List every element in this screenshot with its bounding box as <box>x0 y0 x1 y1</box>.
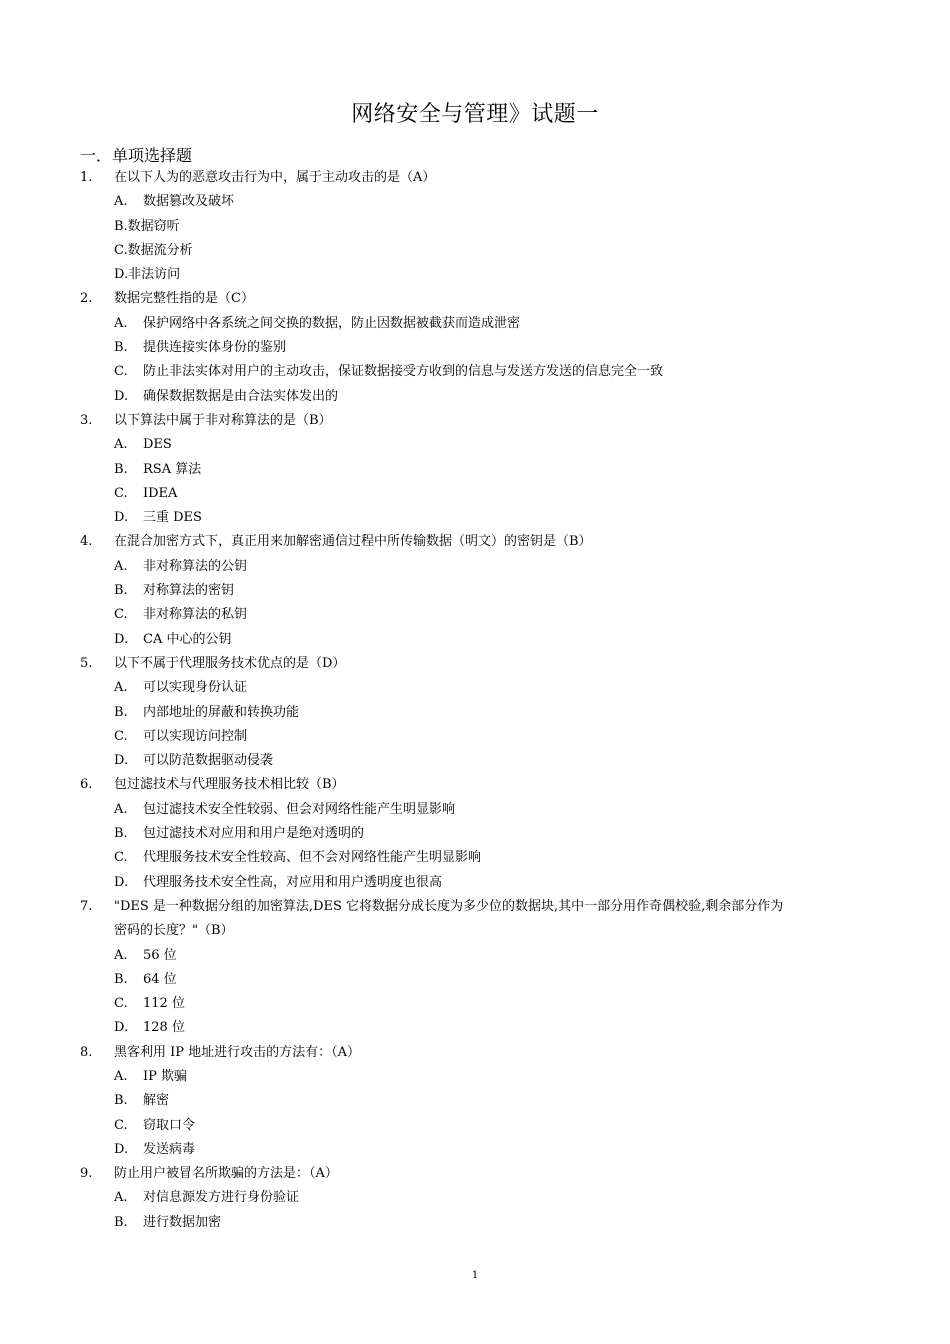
option-text: IDEA <box>143 485 178 501</box>
option-text: 内部地址的屏蔽和转换功能 <box>143 704 300 720</box>
answer-option <box>80 360 840 384</box>
question-number: 5. <box>80 655 93 671</box>
question-item <box>80 1162 840 1186</box>
option-text: 进行数据加密 <box>143 1214 222 1230</box>
option-letter: D. <box>114 388 129 404</box>
answer-option: C.数据流分析 <box>114 242 193 258</box>
option-text: 数据篡改及破坏 <box>143 194 235 210</box>
answer-option <box>80 1138 840 1162</box>
question-item <box>80 652 840 676</box>
option-letter: B. <box>114 340 128 356</box>
answer-option <box>80 822 840 846</box>
option-letter: B. <box>114 971 128 987</box>
option-text: 窃取口令 <box>143 1117 196 1133</box>
option-letter: C. <box>114 850 128 866</box>
answer-option <box>80 555 840 579</box>
question-item <box>80 166 840 190</box>
option-letter: A. <box>114 801 128 817</box>
question-number: 1. <box>80 170 93 185</box>
option-text: 三重 DES <box>143 510 202 526</box>
question-number: 4. <box>80 534 93 550</box>
answer-option <box>80 749 840 773</box>
question-number: 3. <box>80 412 93 428</box>
answer-option <box>80 385 840 409</box>
question-number: 9. <box>80 1166 93 1182</box>
question-number: 2. <box>80 291 93 307</box>
option-text: 发送病毒 <box>143 1141 196 1157</box>
page-number: 1 <box>471 1270 479 1281</box>
question-text: 防止用户被冒名所欺骗的方法是：（A） <box>114 1166 338 1182</box>
option-text: 解密 <box>143 1093 170 1109</box>
option-text: 提供连接实体身份的鉴别 <box>143 340 287 356</box>
option-letter: A. <box>114 1068 128 1084</box>
question-item <box>80 530 840 554</box>
option-text: 128 位 <box>143 1020 185 1036</box>
option-letter: A. <box>114 1190 128 1206</box>
answer-option <box>80 1186 840 1210</box>
option-text: 可以实现身份认证 <box>143 680 248 696</box>
option-letter: C. <box>114 1117 128 1133</box>
question-item <box>80 1041 840 1065</box>
option-letter: B. <box>114 461 128 477</box>
option-text: 对称算法的密钥 <box>143 583 235 599</box>
option-text: 56 位 <box>143 947 177 963</box>
option-letter: B. <box>114 704 128 720</box>
question-text: 以下算法中属于非对称算法的是（B） <box>114 412 332 428</box>
question-text-continuation: 密码的长度？"（B） <box>114 923 234 939</box>
option-text: 非对称算法的公钥 <box>143 558 248 574</box>
option-letter: A. <box>114 558 128 574</box>
option-letter: A. <box>114 437 128 453</box>
answer-option <box>80 603 840 627</box>
option-letter: D. <box>114 510 129 526</box>
answer-option <box>80 1065 840 1089</box>
option-letter: D. <box>114 753 129 769</box>
option-letter: A. <box>114 947 128 963</box>
answer-option <box>80 871 840 895</box>
option-text: 确保数据数据是由合法实体发出的 <box>143 388 339 404</box>
question-text: 在以下人为的恶意攻击行为中，属于主动攻击的是（A） <box>114 170 436 185</box>
answer-option <box>80 336 840 360</box>
option-text: 112 位 <box>143 996 185 1012</box>
question-text: "DES 是一种数据分组的加密算法,DES 它将数据分成长度为多少位的数据块,其中一部分用作奇偶校验,剩余部分作为 <box>114 898 784 914</box>
answer-option <box>80 628 840 652</box>
question-text: 包过滤技术与代理服务技术相比较（B） <box>114 777 345 793</box>
answer-option <box>80 1089 840 1113</box>
answer-option <box>80 1211 840 1235</box>
section-heading: 一．单项选择题 <box>80 146 193 165</box>
option-text: 包过滤技术对应用和用户是绝对透明的 <box>143 826 365 842</box>
option-letter: C. <box>114 728 128 744</box>
question-item <box>80 773 840 797</box>
question-text: 数据完整性指的是（C） <box>114 291 254 307</box>
answer-option <box>80 798 840 822</box>
answer-option <box>80 506 840 530</box>
question-text: 以下不属于代理服务技术优点的是（D） <box>114 655 346 671</box>
answer-option <box>80 312 840 336</box>
option-text: 代理服务技术安全性高，对应用和用户透明度也很高 <box>143 874 443 890</box>
answer-option <box>80 579 840 603</box>
option-text: 代理服务技术安全性较高、但不会对网络性能产生明显影响 <box>143 850 482 866</box>
option-text: 可以实现访问控制 <box>143 728 248 744</box>
answer-option <box>80 676 840 700</box>
option-text: IP 欺骗 <box>143 1068 188 1084</box>
option-text: 防止非法实体对用户的主动攻击，保证数据接受方收到的信息与发送方发送的信息完全一致 <box>143 364 664 380</box>
option-text: 包过滤技术安全性较弱、但会对网络性能产生明显影响 <box>143 801 456 817</box>
answer-option <box>80 1114 840 1138</box>
document-title: 网络安全与管理》试题一 <box>351 102 599 127</box>
option-letter: B. <box>114 583 128 599</box>
option-letter: D. <box>114 1020 129 1036</box>
question-number: 6. <box>80 777 93 793</box>
option-letter: D. <box>114 874 129 890</box>
option-letter: A. <box>114 680 128 696</box>
option-letter: B. <box>114 1093 128 1109</box>
option-letter: A. <box>114 315 128 331</box>
question-number: 7. <box>80 898 93 914</box>
question-item <box>80 409 840 433</box>
question-list <box>80 166 840 1235</box>
answer-option <box>80 846 840 870</box>
answer-option <box>80 190 840 214</box>
question-item <box>80 287 840 311</box>
option-text: 可以防范数据驱动侵袭 <box>143 753 274 769</box>
option-text: 对信息源发方进行身份验证 <box>143 1190 300 1206</box>
option-text: CA 中心的公钥 <box>143 631 232 647</box>
answer-option <box>80 1016 840 1040</box>
answer-option <box>80 458 840 482</box>
option-letter: B. <box>114 826 128 842</box>
option-text: DES <box>143 437 172 453</box>
option-text: 64 位 <box>143 971 177 987</box>
option-letter: A. <box>114 194 128 210</box>
option-text: RSA 算法 <box>143 461 202 477</box>
question-number: 8. <box>80 1044 93 1060</box>
option-letter: B. <box>114 1214 128 1230</box>
option-letter: C. <box>114 607 128 623</box>
question-text: 黑客利用 IP 地址进行攻击的方法有：（A） <box>114 1044 361 1060</box>
option-letter: C. <box>114 485 128 501</box>
answer-option <box>80 992 840 1016</box>
option-letter: D. <box>114 631 129 647</box>
option-letter: C. <box>114 996 128 1012</box>
answer-option <box>80 482 840 506</box>
option-text: 非对称算法的私钥 <box>143 607 248 623</box>
option-letter: D. <box>114 1141 129 1157</box>
answer-option: D.非法访问 <box>114 267 181 283</box>
option-text: 保护网络中各系统之间交换的数据，防止因数据被截获而造成泄密 <box>143 315 521 331</box>
answer-option <box>80 725 840 749</box>
answer-option <box>80 968 840 992</box>
option-letter: C. <box>114 364 128 380</box>
answer-option <box>80 701 840 725</box>
answer-option <box>80 433 840 457</box>
answer-option: B.数据窃听 <box>114 218 180 234</box>
answer-option <box>80 944 840 968</box>
question-text: 在混合加密方式下，真正用来加解密通信过程中所传输数据（明文）的密钥是（B） <box>114 534 592 550</box>
question-item <box>80 895 840 919</box>
